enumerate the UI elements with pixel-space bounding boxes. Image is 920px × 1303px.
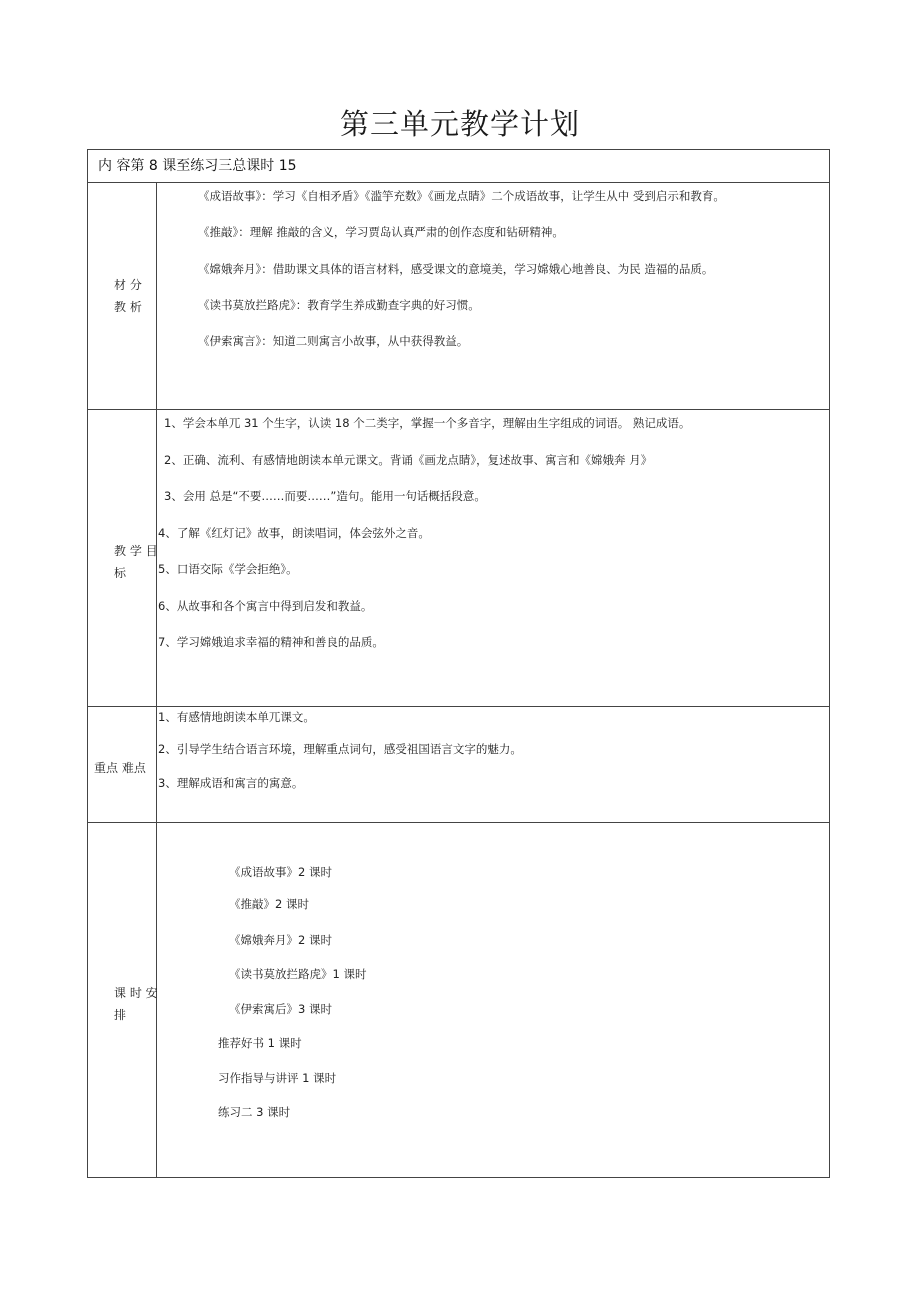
materials-item: 《成语故事》：学习《自相矛盾》《滥竽充数》《画龙点睛》二个成语故事，让学生从中 受到启示和教育。 — [198, 189, 725, 203]
schedule-item: 《伊索寓后》3 课时 — [229, 1002, 332, 1016]
keypoints-item: 3、理解成语和寓言的寓意。 — [158, 776, 304, 790]
schedule-item: 练习二 3 课时 — [218, 1105, 291, 1119]
schedule-item: 《成语故事》2 课时 — [229, 865, 332, 879]
materials-item: 《推敲》：理解 推敲的含义，学习贾岛认真严肃的创作态度和钻研精神。 — [198, 225, 564, 239]
materials-item: 《伊索寓言》：知道二则寓言小故事，从中获得教益。 — [198, 334, 469, 348]
goals-item: 3、会用 总是“不要……而要……”造句。能用一句话概括段意。 — [164, 489, 486, 503]
keypoints-item: 2、引导学生结合语言环境，理解重点词句，感受祖国语言文字的魅力。 — [158, 742, 522, 756]
keypoints-item: 1、有感情地朗读本单兀课文。 — [158, 710, 315, 724]
goals-label: 教 学 目 标 — [114, 544, 158, 580]
plan-table — [87, 149, 830, 1178]
page-title: 第三单元教学计划 — [339, 107, 580, 141]
goals-item: 7、学习嫦娥追求幸福的精神和善良的品质。 — [158, 635, 384, 649]
column-divider — [156, 182, 157, 1178]
content-header: 内 容第 8 课至练习三总课时 15 — [98, 158, 297, 174]
schedule-item: 《读书莫放拦路虎》1 课时 — [229, 967, 367, 981]
keypoints-label: 重点 难点 — [94, 761, 146, 775]
goals-item: 5、口语交际《学会拒绝》。 — [158, 562, 298, 576]
goals-item: 6、从故事和各个寓言中得到启发和教益。 — [158, 599, 373, 613]
row-divider — [88, 409, 829, 410]
row-divider — [88, 706, 829, 707]
schedule-item: 习作指导与讲评 1 课时 — [218, 1071, 337, 1085]
materials-item: 《嫦娥奔月》：借助课文具体的语言材料，感受课文的意境美，学习嫦娥心地善良、为民 造福的品质。 — [198, 262, 714, 276]
goals-item: 4、了解《红灯记》故事，朗读唱词，体会弦外之音。 — [158, 526, 430, 540]
materials-label: 材 分 教 析 — [114, 278, 142, 314]
materials-item: 《读书莫放拦路虎》：教育学生养成勤查字典的好习惯。 — [198, 298, 480, 312]
row-divider — [88, 822, 829, 823]
schedule-item: 推荐好书 1 课时 — [218, 1036, 302, 1050]
goals-item: 1、学会本单兀 31 个生字，认读 18 个二类字，掌握一个多音字，理解由生字组成的词语。 熟记成语。 — [164, 416, 691, 430]
row-divider — [88, 182, 829, 183]
goals-item: 2、正确、流利、有感情地朗读本单元课文。背诵《画龙点睛》，复述故事、寓言和《嫦娥奔 月》 — [164, 453, 653, 467]
schedule-item: 《推敲》2 课时 — [229, 897, 309, 911]
schedule-item: 《嫦娥奔月》2 课时 — [229, 933, 332, 947]
schedule-label: 课 时 安 排 — [114, 986, 158, 1022]
